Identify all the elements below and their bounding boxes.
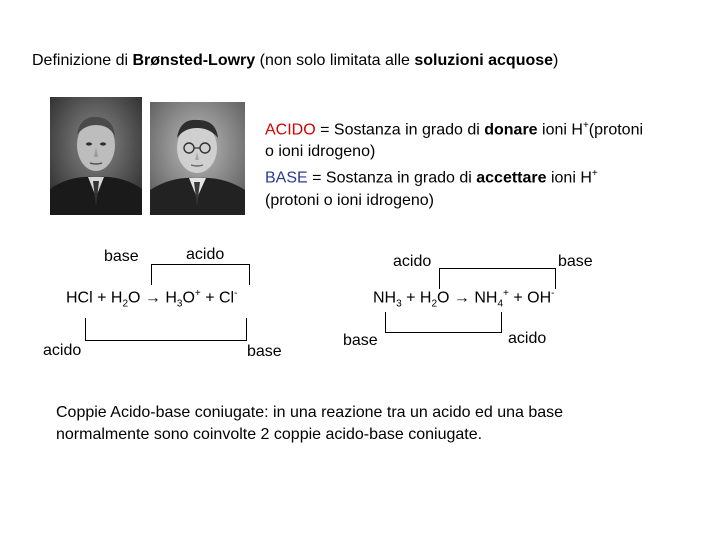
r2-label-acid-top: acido [393,253,432,270]
definitions [265,115,705,212]
title-bold: soluzioni acquose [414,52,554,69]
r1-label-acid-top: acido [186,246,225,263]
acid-term: ACIDO [265,121,316,139]
arrow-icon: → [453,289,470,307]
base-definition: BASE = Sostanza in grado di accettare ioni H+ [265,168,598,187]
r2-bottom-bracket [385,312,502,333]
r2-label-base-top: base [558,253,593,270]
r1-top-bracket [151,264,250,285]
note-line1: Coppie Acido-base coniugate: in una reazione tra un acido ed una base [56,404,564,421]
r2-label-acid-bottom: acido [508,330,547,347]
title-name: Brønsted-Lowry [132,52,256,69]
page-title [32,52,558,70]
base-term: BASE [265,169,308,187]
title-prefix: Definizione di [32,52,133,69]
acid-definition: ACIDO = Sostanza in grado di donare ioni H+(protoni [265,120,644,139]
r1-label-acid-bottom: acido [43,342,82,359]
note-line2: normalmente sono coinvolte 2 coppie acido-base coniugate. [56,426,483,443]
portrait-bronsted [50,97,142,215]
reaction2-equation: $NH_3 + H_2O \to NH_4^+ + OH^-$ [373,288,555,310]
r2-label-base-bottom: base [343,332,378,349]
arrow-icon: → [144,289,161,307]
r2-top-bracket [439,268,556,289]
title-suffix: ) [553,52,559,69]
title-mid: (non solo limitata alle [255,52,415,69]
reaction1-equation: HCl + $H_2O \to H_3O^+ + Cl^-$ [66,288,238,310]
portrait-lowry [150,102,245,215]
r1-label-base-top: base [104,248,139,265]
r1-label-base-bottom: base [247,343,282,360]
acid-definition-line2: o ioni idrogeno) [265,143,376,161]
conjugate-pairs-note [56,402,696,446]
base-definition-line2: (protoni o ioni idrogeno) [265,191,434,209]
r1-bottom-bracket [85,318,247,341]
